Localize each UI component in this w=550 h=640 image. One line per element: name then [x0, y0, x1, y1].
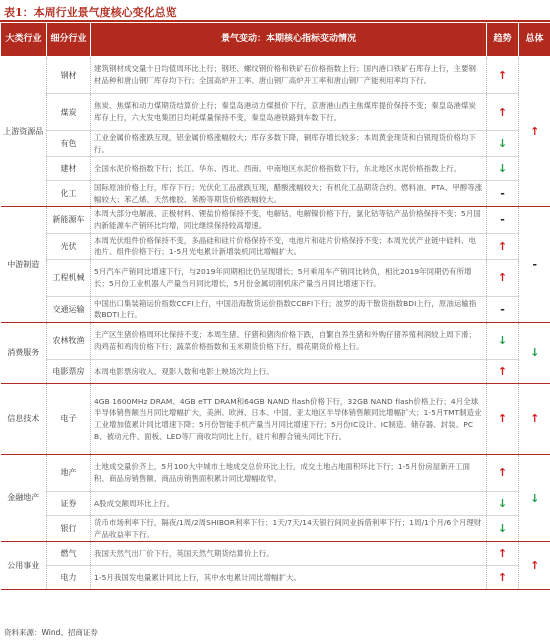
trend-indicator: ↑	[487, 383, 519, 454]
description-cell: 焦炭、焦煤和动力煤期货结算价上行；秦皇岛港动力煤报价下行，京唐港山西主焦煤库提价保持不变；秦皇岛港煤炭库存上行，六大发电集团日均耗煤量保持不变，秦皇岛港铁路到车数下行。	[91, 94, 487, 131]
category-cell: 中游制造	[1, 207, 47, 323]
table-row	[1, 515, 550, 541]
table-row	[1, 491, 550, 515]
sub-industry-cell: 建材	[47, 157, 91, 181]
description-cell: 本周光伏组件价格保持不变，多晶硅和硅片价格保持不变，电池片和硅片价格保持不变；本周光伏产业链中硅料、电池片、组件价格下行；1-5月光电累计新增装机同比增幅扩大。	[91, 233, 487, 259]
description-cell: 本周电影票房收入、观影人数和电影上映场次均上行。	[91, 359, 487, 383]
table-row	[1, 131, 550, 157]
category-cell: 金融地产	[1, 454, 47, 541]
trend-indicator: ↓	[487, 157, 519, 181]
trend-indicator: ↑	[487, 259, 519, 296]
source-note: 资料来源：Wind、招商证券	[4, 628, 98, 637]
table-row	[1, 359, 550, 383]
overall-trend-indicator: ↑	[519, 542, 550, 590]
sub-industry-cell: 有色	[47, 131, 91, 157]
description-cell: 土地成交量价齐上，5月100大中城市土地成交总价环比上行，成交土地占地面积环比下行；1-5月份房屋新开工面积、商品房销售额、商品房销售面积累计同比增幅收窄。	[91, 454, 487, 491]
description-cell: 1-5月我国发电量累计同比上行，其中水电累计同比增幅扩大。	[91, 566, 487, 590]
table-row	[1, 566, 550, 590]
sub-industry-cell: 化工	[47, 181, 91, 207]
sub-industry-cell: 农林牧渔	[47, 322, 91, 359]
sub-industry-cell: 证券	[47, 491, 91, 515]
trend-indicator: -	[487, 207, 519, 233]
sub-industry-cell: 地产	[47, 454, 91, 491]
table-title: 表1：本周行业景气度核心变化总览	[0, 0, 550, 22]
description-cell: 5月汽车产销同比增速下行，与2019年同期相比仍呈现增长；5月乘用车产销同比转负，相比2019年同期仍有所增长；5月份工业机器人产量当月同比增长，5月份金属切削机床产量当月同比增速下行。	[91, 259, 487, 296]
table-row	[1, 454, 550, 491]
trend-indicator: ↓	[487, 131, 519, 157]
table-row	[1, 322, 550, 359]
header-sub-industry: 细分行业	[47, 23, 91, 57]
trend-indicator: ↑	[487, 359, 519, 383]
description-cell: 货币市场利率下行，隔夜/1周/2周SHIBOR利率下行；1天/7天/14天银行间同业拆借利率下行；1周/1个月/6个月理财产品收益率下行。	[91, 515, 487, 541]
trend-indicator: ↑	[487, 233, 519, 259]
sub-industry-cell: 钢材	[47, 57, 91, 94]
category-cell: 上游资源品	[1, 57, 47, 207]
trend-indicator: ↑	[487, 57, 519, 94]
sub-industry-cell: 电影票房	[47, 359, 91, 383]
overall-trend-indicator: ↑	[519, 57, 550, 207]
table-row	[1, 94, 550, 131]
table-header-row	[1, 23, 550, 57]
table-row	[1, 383, 550, 454]
trend-indicator: ↓	[487, 515, 519, 541]
description-cell: 国际原油价格上行，库存下行；光伏化工品涨跌互现，醋酸涨幅较大；有机化工品期货合约、燃料油、PTA、甲醇等涨幅较大；苯乙烯、天然橡胶、苯酚等期货价格跌幅较大。	[91, 181, 487, 207]
description-cell: 中国出口集装箱运价指数CCFI上行，中国沿海散货运价指数CCBFI下行；波罗的海干散货指数BDI上行，原油运输指数BDTI上行。	[91, 296, 487, 322]
table-row	[1, 296, 550, 322]
sub-industry-cell: 光伏	[47, 233, 91, 259]
table-body	[1, 57, 550, 590]
table-row	[1, 233, 550, 259]
header-trend: 趋势	[487, 23, 519, 57]
table-row	[1, 207, 550, 233]
overall-trend-indicator: ↓	[519, 322, 550, 383]
table-row	[1, 259, 550, 296]
table-row	[1, 181, 550, 207]
trend-indicator: ↑	[487, 454, 519, 491]
sub-industry-cell: 银行	[47, 515, 91, 541]
description-cell: A股成交额周环比上行。	[91, 491, 487, 515]
description-cell: 建筑钢材成交量十日均值周环比上行；钢坯、螺纹钢价格和铁矿石价格指数上行；国内港口铁矿石库存上行，主要钢材品种和唐山钢厂库存均下行；全国高炉开工率、唐山钢厂高炉开工率和唐山钢厂产能利用率均下行。	[91, 57, 487, 94]
sub-industry-cell: 新能源车	[47, 207, 91, 233]
description-cell: 4GB 1600MHz DRAM、4GB eTT DRAM和64GB NAND flash价格下行，32GB NAND flash价格上行；4月全球半导体销售额当月同比增幅扩大，美洲、欧洲、日本、中国、亚太地区半导体销售额同比增幅扩大；1-5月TMT制造业工业增加值累计同比增速下降；5月份智能手机产量当月同比增速下行；5月份IC设计、IC制造、储存器、封装、PCB、被动元件、面板、LED等厂商收均同比上行，硅片和醇合镜头同比下行。	[91, 383, 487, 454]
category-cell: 信息技术	[1, 383, 47, 454]
trend-indicator: ↑	[487, 94, 519, 131]
trend-indicator: ↑	[487, 542, 519, 566]
trend-indicator: ↓	[487, 491, 519, 515]
category-cell: 消费服务	[1, 322, 47, 383]
description-cell: 我国天然气出厂价下行，英国天然气期货结算价上行。	[91, 542, 487, 566]
description-cell: 本周大部分电解液、正极材料、锂盐价格保持不变，电解钴、电解镍价格下行，氯化钴等钴产品价格保持不变；5月国内新能源车产销环比均增，同比继续保持较高增速。	[91, 207, 487, 233]
category-cell: 公用事业	[1, 542, 47, 590]
sub-industry-cell: 交通运输	[47, 296, 91, 322]
sub-industry-cell: 燃气	[47, 542, 91, 566]
header-description: 景气变动：本期核心指标变动情况	[91, 23, 487, 57]
description-cell: 工业金属价格涨跌互现，铝金属价格涨幅较大；库存多数下降，铜库存增长较多；本周黄金现货和白银现货价格均下行。	[91, 131, 487, 157]
description-cell: 全国水泥价格指数下行；长江、华东、西北、西南、中南地区水泥价格指数下行，东北地区水泥价格指数上行。	[91, 157, 487, 181]
industry-overview-table	[0, 22, 550, 590]
header-overall: 总体	[519, 23, 550, 57]
overall-trend-indicator: -	[519, 207, 550, 323]
overall-trend-indicator: ↑	[519, 383, 550, 454]
header-category: 大类行业	[1, 23, 47, 57]
overall-trend-indicator: ↓	[519, 454, 550, 541]
sub-industry-cell: 煤炭	[47, 94, 91, 131]
trend-indicator: -	[487, 296, 519, 322]
table-row	[1, 57, 550, 94]
sub-industry-cell: 工程机械	[47, 259, 91, 296]
table-row	[1, 542, 550, 566]
trend-indicator: ↑	[487, 566, 519, 590]
description-cell: 主产区生猪价格周环比保持不变；本周生猪、仔猪和猪肉价格下跌，自繁自养生猪和外购仔猪养殖利润较上周下滑；肉鸡苗和鸡肉价格下行；蔬菜价格指数和玉米期货价格下行，棉花期货价格上行。	[91, 322, 487, 359]
trend-indicator: ↓	[487, 322, 519, 359]
sub-industry-cell: 电子	[47, 383, 91, 454]
table-row	[1, 157, 550, 181]
trend-indicator: -	[487, 181, 519, 207]
sub-industry-cell: 电力	[47, 566, 91, 590]
